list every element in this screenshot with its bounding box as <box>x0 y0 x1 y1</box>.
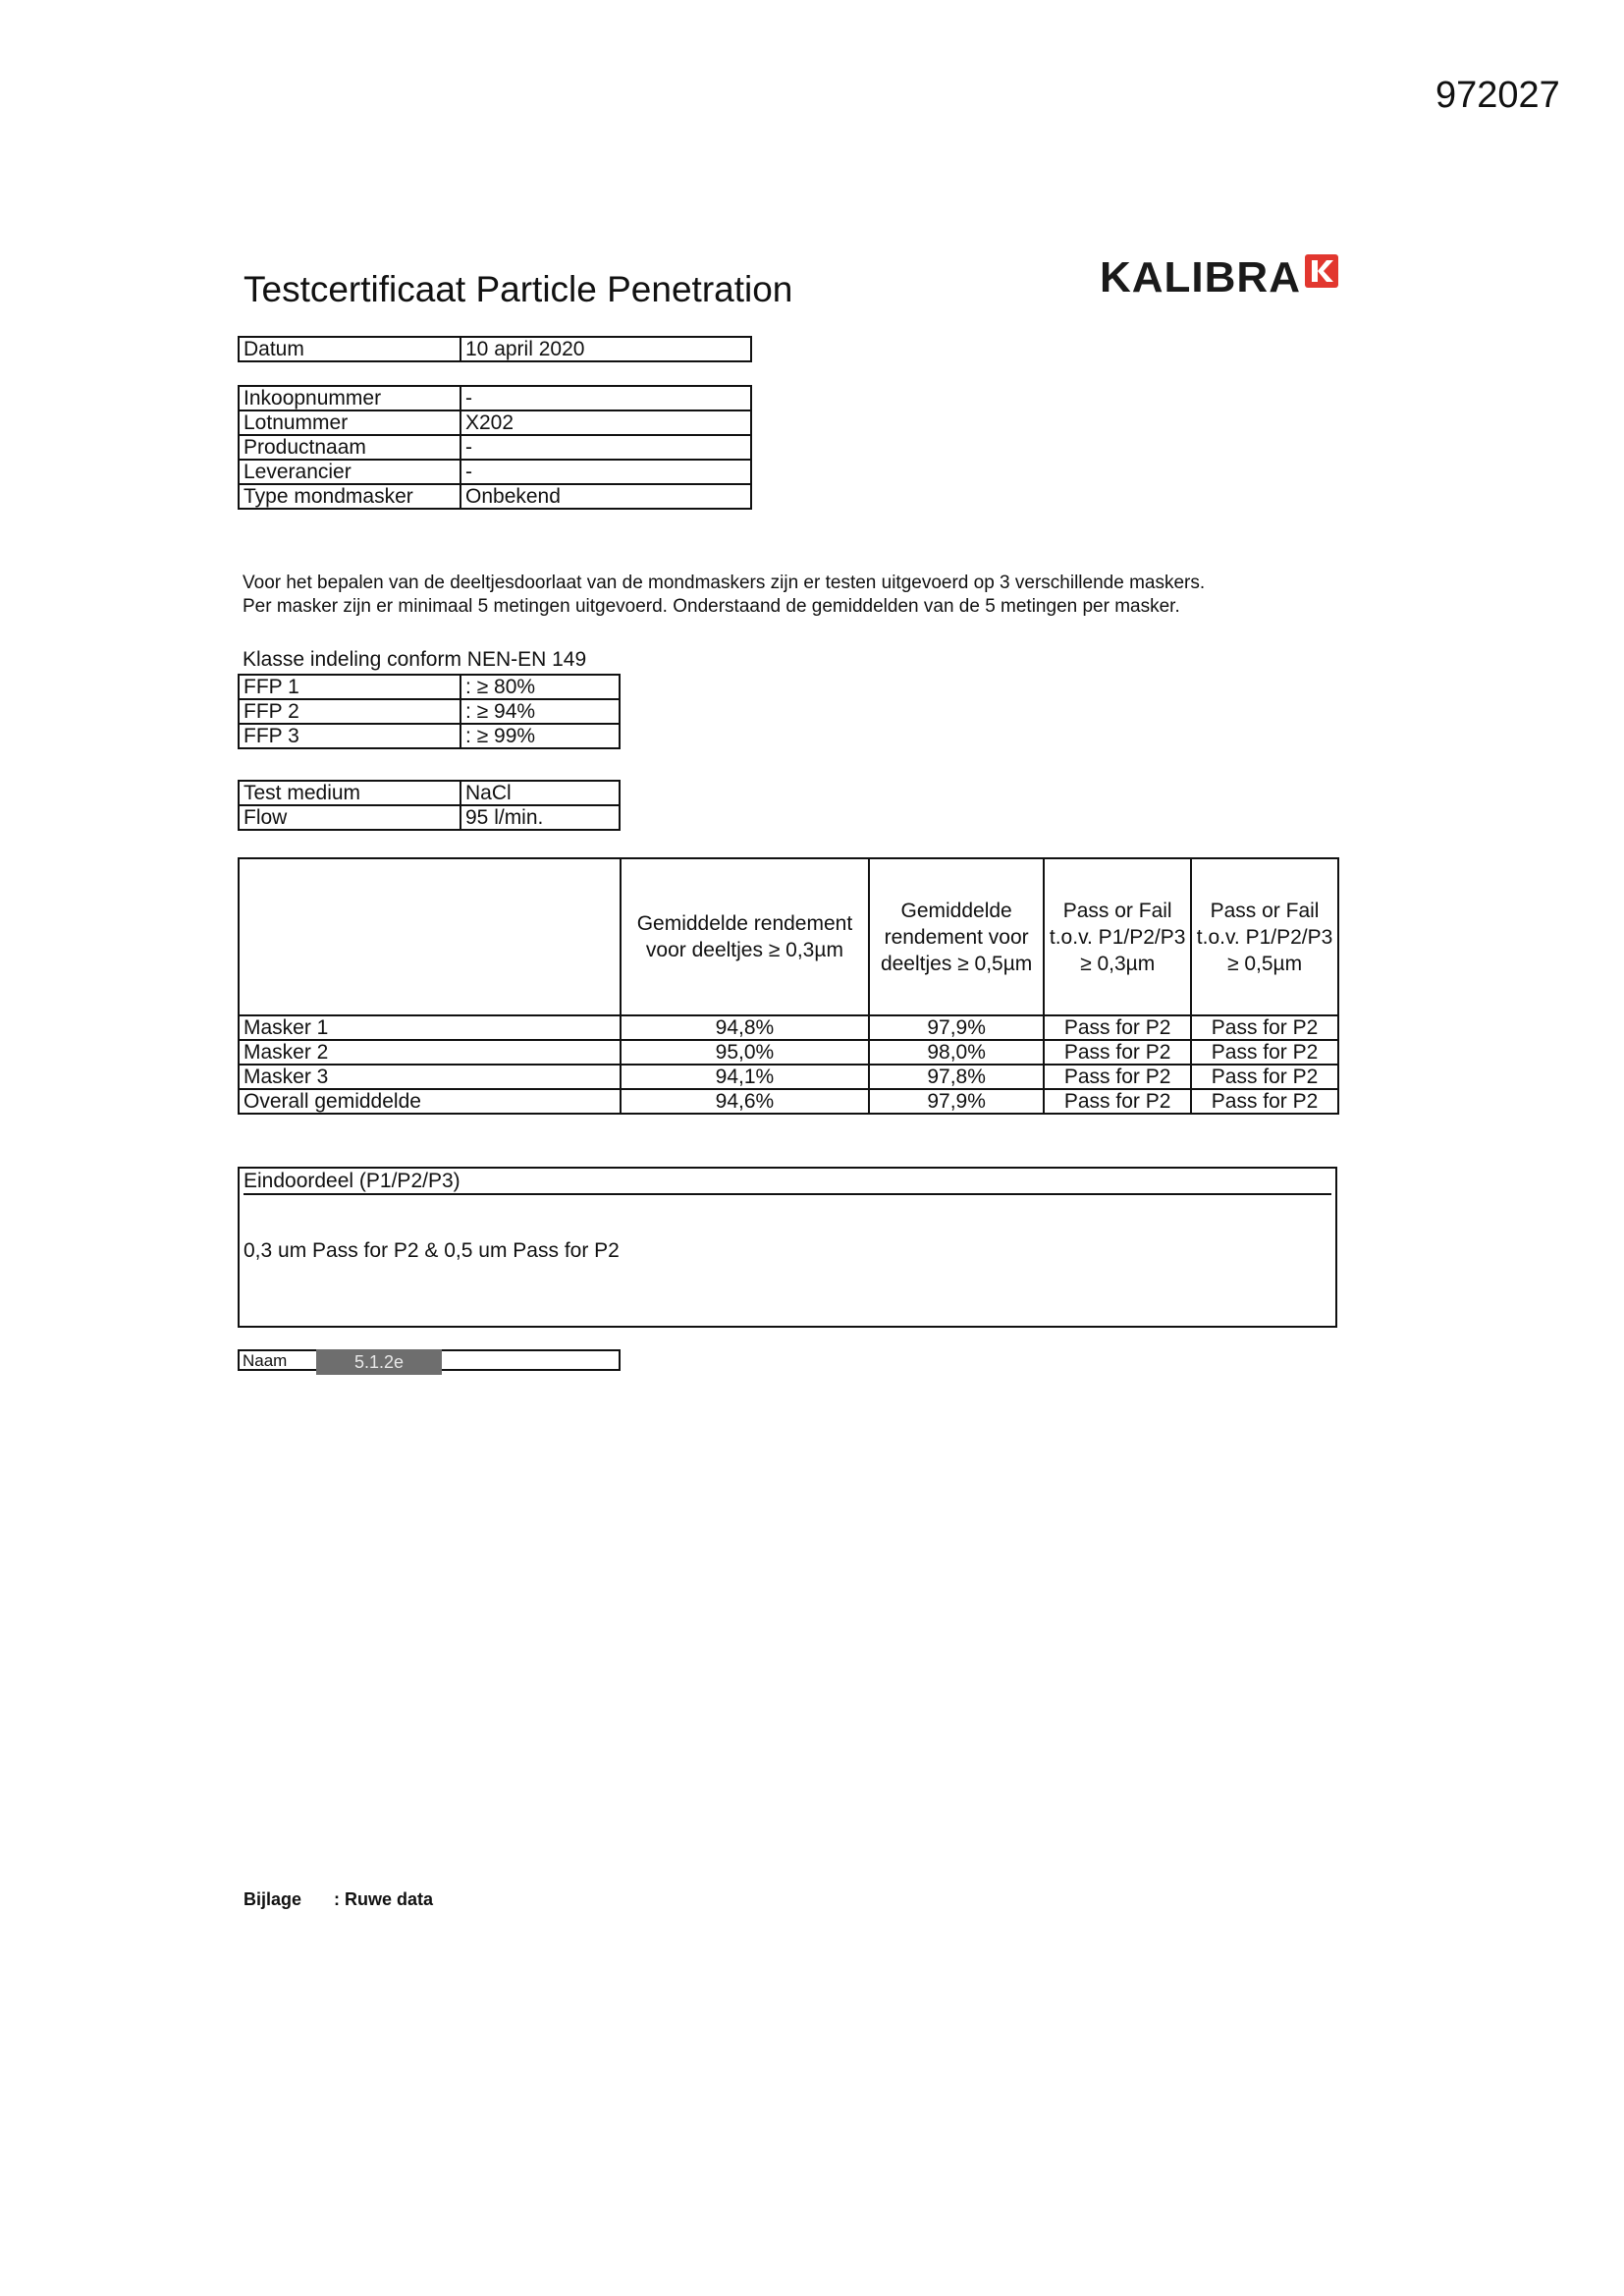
pass-fail-03: Pass for P2 <box>1044 1015 1191 1040</box>
naam-label: Naam <box>243 1351 288 1370</box>
pass-fail-05: Pass for P2 <box>1191 1040 1338 1065</box>
row-label: Inkoopnummer <box>239 386 460 410</box>
header-cell: Gemiddelde rendement voor deeltjes ≥ 0,3µm <box>621 858 869 1015</box>
bijlage-label: Bijlage <box>244 1889 302 1909</box>
page-title: Testcertificaat Particle Penetration <box>244 269 793 309</box>
logo-text: KALIBRA <box>1100 253 1301 301</box>
row-label: Productnaam <box>239 435 460 460</box>
pass-fail-05: Pass for P2 <box>1191 1065 1338 1089</box>
pass-fail-05: Pass for P2 <box>1191 1089 1338 1114</box>
condition-value: NaCl <box>460 781 620 805</box>
pass-fail-03: Pass for P2 <box>1044 1065 1191 1089</box>
redacted-name: 5.1.2e <box>316 1349 442 1375</box>
class-label: FFP 2 <box>239 699 460 724</box>
table-row <box>239 435 751 460</box>
verdict-box <box>238 1167 1337 1328</box>
table-row <box>239 337 751 361</box>
mask-name: Overall gemiddelde <box>239 1089 621 1114</box>
table-row <box>239 1040 1338 1065</box>
table-row <box>239 724 620 748</box>
table-row <box>239 781 620 805</box>
row-value: - <box>460 435 751 460</box>
row-value: Onbekend <box>460 484 751 509</box>
efficiency-03: 94,6% <box>621 1089 869 1114</box>
classification-table <box>238 674 621 749</box>
test-conditions-table <box>238 780 621 831</box>
row-value: - <box>460 460 751 484</box>
class-value: : ≥ 99% <box>460 724 620 748</box>
datum-value: 10 april 2020 <box>460 337 751 361</box>
naam-field <box>238 1349 621 1371</box>
pass-fail-03: Pass for P2 <box>1044 1089 1191 1114</box>
product-info-table <box>238 385 752 510</box>
efficiency-05: 97,9% <box>869 1089 1044 1114</box>
row-label: Leverancier <box>239 460 460 484</box>
condition-value: 95 l/min. <box>460 805 620 830</box>
header-cell: Pass or Fail t.o.v. P1/P2/P3 ≥ 0,5µm <box>1191 858 1338 1015</box>
table-row <box>239 1015 1338 1040</box>
verdict-label: Eindoordeel (P1/P2/P3) <box>244 1169 1331 1195</box>
class-label: FFP 1 <box>239 675 460 699</box>
header-cell <box>239 858 621 1015</box>
table-row <box>239 1089 1338 1114</box>
bijlage-value: : Ruwe data <box>334 1889 434 1909</box>
classification-heading: Klasse indeling conform NEN-EN 149 <box>243 648 587 671</box>
efficiency-03: 94,1% <box>621 1065 869 1089</box>
pass-fail-03: Pass for P2 <box>1044 1040 1191 1065</box>
header-cell: Gemiddelde rendement voor deeltjes ≥ 0,5µm <box>869 858 1044 1015</box>
class-value: : ≥ 80% <box>460 675 620 699</box>
logo-k-icon <box>1305 254 1338 288</box>
table-row <box>239 699 620 724</box>
row-label: Lotnummer <box>239 410 460 435</box>
datum-table <box>238 336 752 362</box>
efficiency-03: 95,0% <box>621 1040 869 1065</box>
efficiency-05: 97,9% <box>869 1015 1044 1040</box>
verdict-text: 0,3 um Pass for P2 & 0,5 um Pass for P2 <box>244 1239 620 1262</box>
table-row <box>239 1065 1338 1089</box>
intro-paragraph <box>243 572 1323 619</box>
datum-label: Datum <box>239 337 460 361</box>
table-row <box>239 410 751 435</box>
class-value: : ≥ 94% <box>460 699 620 724</box>
table-row <box>239 460 751 484</box>
pass-fail-05: Pass for P2 <box>1191 1015 1338 1040</box>
mask-name: Masker 2 <box>239 1040 621 1065</box>
results-table <box>238 857 1339 1115</box>
table-row <box>239 484 751 509</box>
efficiency-05: 97,8% <box>869 1065 1044 1089</box>
header-cell: Pass or Fail t.o.v. P1/P2/P3 ≥ 0,3µm <box>1044 858 1191 1015</box>
row-value: X202 <box>460 410 751 435</box>
class-label: FFP 3 <box>239 724 460 748</box>
efficiency-05: 98,0% <box>869 1040 1044 1065</box>
condition-label: Test medium <box>239 781 460 805</box>
intro-line: Per masker zijn er minimaal 5 metingen uitgevoerd. Onderstaand de gemiddelden van de 5 metingen per masker. <box>243 596 1180 617</box>
mask-name: Masker 1 <box>239 1015 621 1040</box>
intro-line: Voor het bepalen van de deeltjesdoorlaat van de mondmaskers zijn er testen uitgevoerd op 3 verschillende maskers. <box>243 573 1206 593</box>
row-value: - <box>460 386 751 410</box>
condition-label: Flow <box>239 805 460 830</box>
row-label: Type mondmasker <box>239 484 460 509</box>
table-row <box>239 805 620 830</box>
table-row <box>239 675 620 699</box>
table-row <box>239 386 751 410</box>
results-header-row <box>239 858 1338 1015</box>
efficiency-03: 94,8% <box>621 1015 869 1040</box>
kalibra-logo <box>1100 253 1338 302</box>
mask-name: Masker 3 <box>239 1065 621 1089</box>
document-number: 972027 <box>1435 75 1560 116</box>
